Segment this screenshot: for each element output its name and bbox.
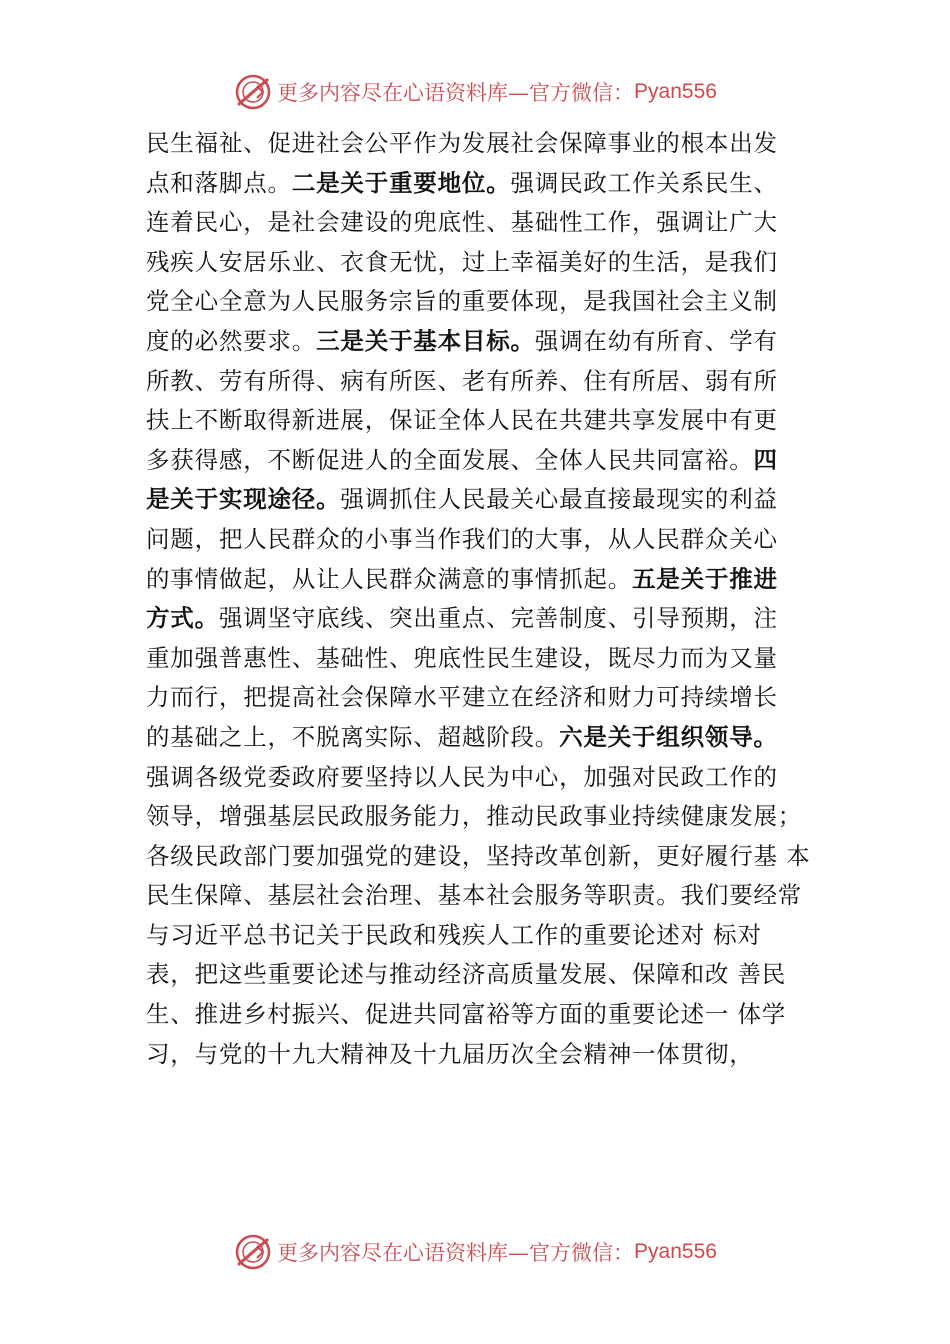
text-segment: 强调在幼有所育、学有: [534, 326, 778, 355]
text-segment: 重加强普惠性、基础性、兜底性民生建设，既尽力而为又量: [146, 643, 778, 672]
text-segment: 的基础之上，不脱离实际、超越阶段。: [146, 722, 560, 751]
text-segment: 的事情做起，从让人民群众满意的事情抓起。: [146, 564, 632, 593]
text-segment: 表，把这些重要论述与推动经济高质量发展、保障和改 善民: [146, 960, 787, 989]
text-segment: 度的必然要求。: [146, 326, 317, 355]
text-segment: 生、推进乡村振兴、促进共同富裕等方面的重要论述一 体学: [146, 1000, 787, 1029]
text-segment: 多获得感，不断促进人的全面发展、全体人民共同富裕。: [146, 445, 754, 474]
footer-wechat-id: Pyan556: [634, 1240, 717, 1263]
text-segment: 所教、劳有所得、病有所医、老有所养、住有所居、弱有所: [146, 366, 778, 395]
text-line: [146, 441, 816, 481]
text-segment: 强调抓住人民最关心最直接最现实的利益: [340, 485, 778, 514]
bold-heading-phrase: 四: [753, 445, 778, 474]
text-line: [146, 758, 816, 798]
header-wechat-id: Pyan556: [634, 80, 717, 103]
bold-heading-phrase: 二是关于重要地位。: [291, 168, 511, 197]
text-segment: 领导，增强基层民政服务能力，推动民政事业持续健康发展；: [146, 802, 803, 831]
header-banner: [0, 68, 950, 116]
text-line: [146, 639, 816, 679]
text-line: [146, 401, 816, 441]
document-body: [146, 124, 816, 1074]
text-line: [146, 955, 816, 995]
text-segment: 连着民心，是社会建设的兜底性、基础性工作，强调让广大: [146, 208, 778, 237]
text-segment: 点和落脚点。: [146, 168, 292, 197]
text-line: [146, 480, 816, 520]
text-line: [146, 995, 816, 1035]
text-segment: 扶上不断取得新进展，保证全体人民在共建共享发展中有更: [146, 406, 778, 435]
seal-logo-icon: [233, 1232, 273, 1272]
text-line: [146, 243, 816, 283]
text-segment: 强调民政工作关系民生、: [510, 168, 778, 197]
bold-heading-phrase: 五是关于推进: [632, 564, 778, 593]
text-line: [146, 164, 816, 204]
text-segment: 力而行，把提高社会保障水平建立在经济和财力可持续增长: [146, 683, 778, 712]
text-segment: 党全心全意为人民服务宗旨的重要体现，是我国社会主义制: [146, 287, 778, 316]
text-line: [146, 203, 816, 243]
text-segment: 习，与党的十九大精神及十九届历次全会精神一体贯彻，: [146, 1039, 754, 1068]
text-line: [146, 1035, 816, 1075]
bold-heading-phrase: 六是关于组织领导。: [559, 722, 778, 751]
text-segment: 强调坚守底线、突出重点、完善制度、引导预期，注: [218, 604, 778, 633]
bold-heading-phrase: 三是关于基本目标。: [316, 326, 535, 355]
bold-heading-phrase: 方式。: [146, 604, 219, 633]
text-line: [146, 282, 816, 322]
text-segment: 民生保障、基层社会治理、基本社会服务等职责。我们要经常: [146, 881, 803, 910]
text-segment: 强调各级党委政府要坚持以人民为中心，加强对民政工作的: [146, 762, 778, 791]
text-line: [146, 916, 816, 956]
text-segment: 与习近平总书记关于民政和残疾人工作的重要论述对 标对: [146, 920, 762, 949]
text-line: [146, 678, 816, 718]
footer-banner: [0, 1228, 950, 1276]
seal-logo-icon: [233, 72, 273, 112]
text-line: [146, 599, 816, 639]
text-line: [146, 124, 816, 164]
text-line: [146, 322, 816, 362]
footer-banner-text: 更多内容尽在心语资料库—官方微信：: [277, 1241, 635, 1265]
text-segment: 残疾人安居乐业、衣食无忧，过上幸福美好的生活，是我们: [146, 247, 778, 276]
text-line: [146, 718, 816, 758]
text-segment: 民生福祉、促进社会公平作为发展社会保障事业的根本出发: [146, 129, 778, 157]
header-banner-text: 更多内容尽在心语资料库—官方微信：: [277, 81, 635, 105]
text-line: [146, 876, 816, 916]
text-line: [146, 520, 816, 560]
text-segment: 问题，把人民群众的小事当作我们的大事，从人民群众关心: [146, 524, 778, 553]
text-line: [146, 362, 816, 402]
bold-heading-phrase: 是关于实现途径。: [146, 485, 341, 514]
text-segment: 各级民政部门要加强党的建设，坚持改革创新，更好履行基 本: [146, 841, 811, 870]
text-line: [146, 560, 816, 600]
text-line: [146, 837, 816, 877]
text-line: [146, 797, 816, 837]
